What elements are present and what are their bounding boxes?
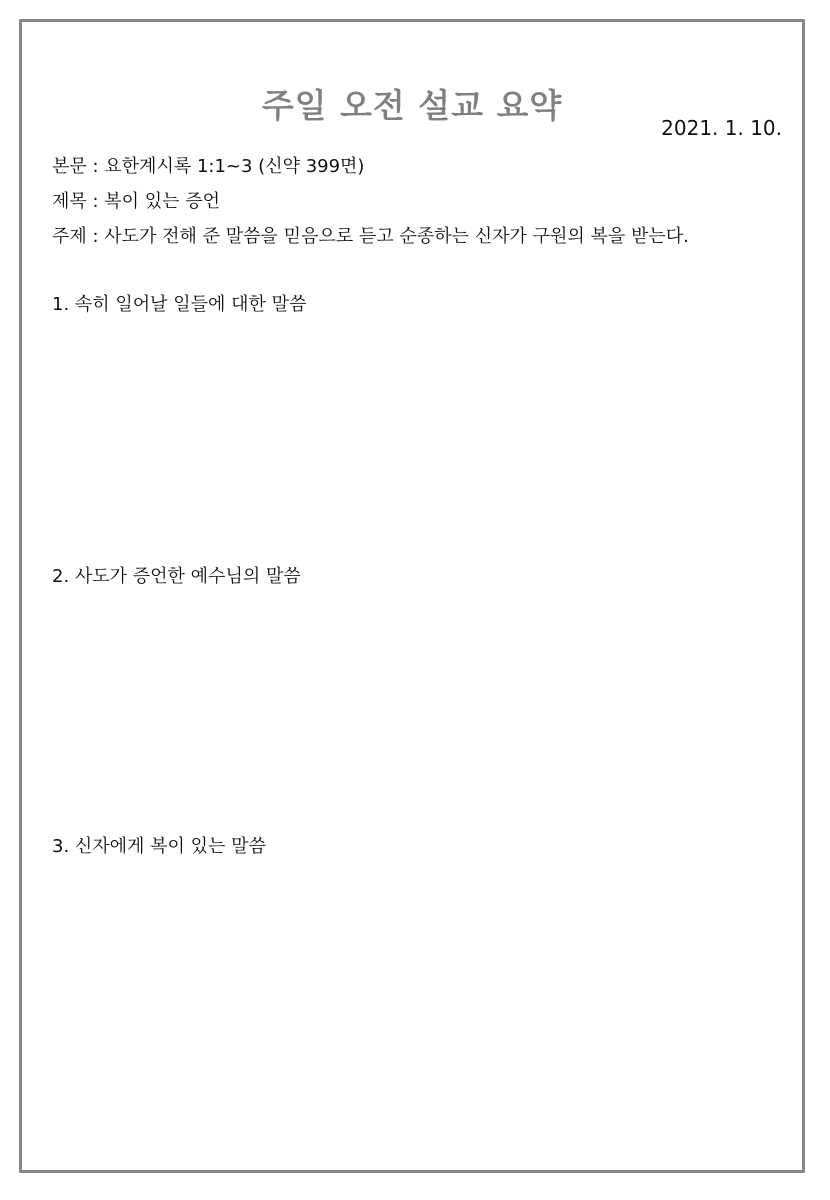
sermon-date: 2021. 1. 10.	[661, 116, 782, 140]
notes-area-3[interactable]	[52, 864, 772, 1154]
notes-area-2[interactable]	[52, 594, 772, 824]
section-heading-3: 3. 신자에게 복이 있는 말씀	[52, 836, 266, 857]
section-heading-1: 1. 속히 일어날 일들에 대한 말씀	[52, 294, 307, 315]
section-heading-2: 2. 사도가 증언한 예수님의 말씀	[52, 566, 301, 587]
sermon-summary-sheet	[19, 19, 805, 1173]
notes-area-1[interactable]	[52, 322, 772, 552]
scripture-reference: 본문 : 요한계시록 1:1~3 (신약 399면)	[52, 156, 365, 177]
page-title: 주일 오전 설교 요약	[261, 86, 563, 125]
sermon-theme: 주제 : 사도가 전해 준 말씀을 믿음으로 듣고 순종하는 신자가 구원의 복을 받는다.	[52, 226, 689, 247]
sermon-subject: 제목 : 복이 있는 증언	[52, 191, 221, 212]
